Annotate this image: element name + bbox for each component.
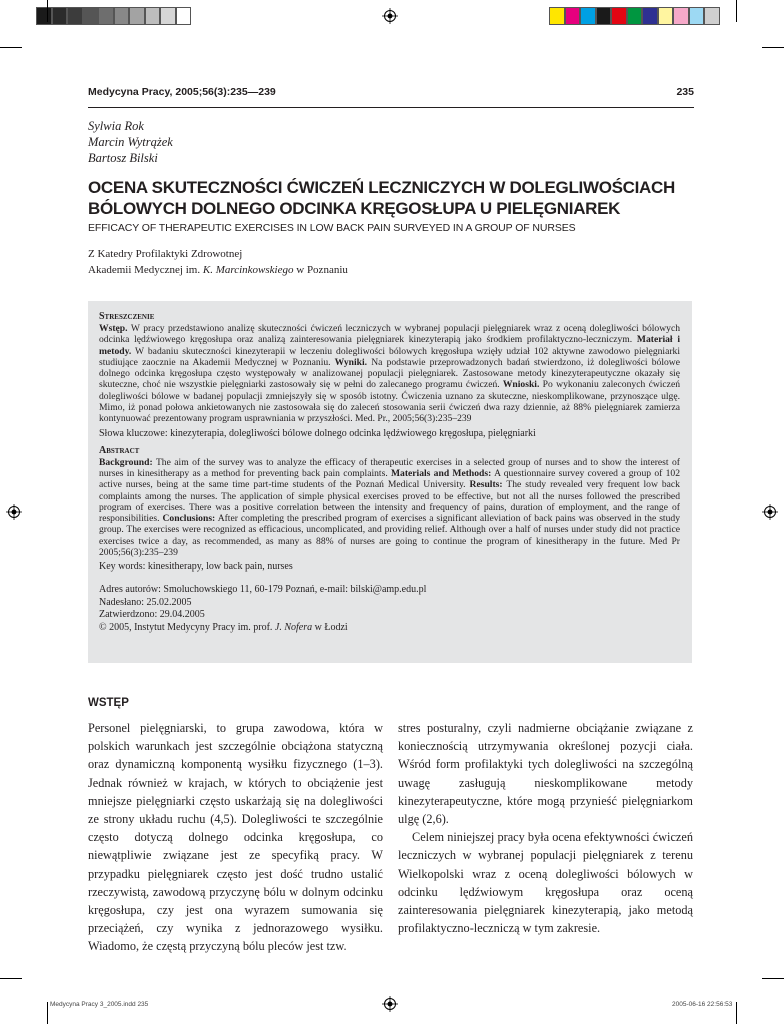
label-wstep: Wstęp. — [99, 323, 128, 334]
color-swatch — [627, 7, 643, 25]
body-paragraph: Celem niniejszej pracy była ocena efektywności ćwiczeń leczniczych w wybranej populacji pielęgniarek z terenu Wielkopolski wraz z oceną dolegliwości bólowych w odcinku lędźwiowym kręgosłupa oraz oceną zainteresowania pielęgniarek kinezyterapią, jako metodą profilaktyczno-leczniczą w tym zakresie. — [398, 830, 693, 936]
article-title-block — [88, 177, 698, 234]
registration-mark-top-icon — [382, 8, 398, 24]
color-swatch — [160, 7, 176, 25]
color-swatch — [83, 7, 99, 25]
affiliation-patron: K. Marcinkowskiego — [202, 264, 294, 276]
grayscale-swatch-strip — [36, 7, 191, 25]
affiliation-line: Z Katedry Profilaktyki Zdrowotnej — [88, 248, 243, 260]
color-swatch — [704, 7, 720, 25]
affiliation — [88, 246, 348, 278]
received-date: Nadesłano: 25.02.2005 — [99, 596, 192, 608]
affiliation-text: Akademii Medycznej im. — [88, 264, 203, 276]
header-divider — [88, 107, 694, 108]
color-swatch — [145, 7, 161, 25]
color-swatch — [580, 7, 596, 25]
streszczenie-text — [99, 323, 680, 425]
copyright-text: © 2005, Instytut Medycyny Pracy im. prof. — [99, 621, 275, 633]
abstract-box — [88, 301, 692, 663]
journal-citation: Medycyna Pracy, 2005;56(3):235—239 — [88, 86, 276, 98]
label-materials: Materials and Methods: — [387, 467, 492, 479]
text-conclusions: After completing the prescribed program of exercises a significant alleviation of back pains was observed in the study group. The exercises were recognized as efficacious, uncomplicated, and providing relief. Although over a half of nurses under study did not practice exercises twice a day, as recommended, as many as 88% of nurses are going to continue the program of kinesitherapy in the future. Med Pr 2005;56(3):235–239 — [99, 513, 680, 559]
label-wyniki: Wyniki. — [330, 356, 368, 368]
author-name: Bartosz Bilski — [88, 151, 158, 165]
body-column-right — [398, 719, 693, 937]
article-title-polish — [88, 177, 698, 219]
color-swatch — [129, 7, 145, 25]
affiliation-line — [88, 262, 348, 278]
color-swatch — [642, 7, 658, 25]
keywords-english: Key words: kinesitherapy, low back pain, nurses — [99, 561, 293, 573]
crop-mark — [47, 1002, 48, 1024]
color-swatch — [176, 7, 192, 25]
crop-mark — [736, 0, 737, 22]
copyright-line — [99, 622, 680, 635]
color-swatch — [549, 7, 565, 25]
article-title-english: EFFICACY OF THERAPEUTIC EXERCISES IN LOW BACK PAIN SURVEYED IN A GROUP OF NURSES — [88, 222, 576, 234]
keywords-polish: Słowa kluczowe: kinezyterapia, dolegliwości bólowe dolnego odcinka lędźwiowego kręgosłupa, pielęgniarki — [99, 427, 536, 439]
page-number: 235 — [676, 86, 694, 98]
copyright-patron: J. Nofera — [274, 621, 313, 633]
accepted-date: Zatwierdzono: 29.04.2005 — [99, 609, 205, 621]
crop-mark — [0, 978, 22, 979]
color-swatch — [596, 7, 612, 25]
color-swatch-strip — [549, 7, 720, 25]
running-header — [88, 86, 694, 102]
color-swatch — [689, 7, 705, 25]
streszczenie-heading: Streszczenie — [99, 311, 155, 322]
body-paragraph: Personel pielęgniarski, to grupa zawodowa, która w polskich warunkach jest szczególnie obciążona statyczną oraz dynamiczną komponentą wysiłku fizycznego (1–3). Jednak również w krajach, w których to obciążenie jest mniejsze pielęgniarki często uskarżają się na dolegliwości ze strony układu ruchu (4,5). Dolegliwości te szczególnie często dotyczą dolnego odcinka kręgosłupa, co niewątpliwie związane jest ze specyfiką pracy. W przypadku pielęgniarek często jest dość trudno ustalić rzeczywistą, zawodową przyczynę bólu w dolnym odcinku kręgosłupa, czy jest ona wyrazem sumowania się przeciążeń, czy wynika z jednorazowego wysiłku. Wiadomo, że częstą przyczyną bólu pleców jest tzw. — [88, 721, 383, 954]
label-background: Background: — [99, 456, 153, 468]
crop-mark — [762, 47, 784, 48]
crop-mark — [47, 0, 48, 22]
author-address: Adres autorów: Smoluchowskiego 11, 60-179 Poznań, e-mail: bilski@amp.edu.pl — [99, 584, 427, 596]
abstract-text — [99, 457, 680, 559]
label-conclusions: Conclusions: — [159, 513, 216, 525]
label-wnioski: Wnioski. — [499, 379, 540, 391]
text-wyniki: Na podstawie przeprowadzonych badań stwierdzono, iż dolegliwości bólowe dolnego odcinka kręgosłupa często występowały w analizowanej populacji pielęgniarek. Zastosowane metody kinezyterapeutyczne okazały się skuteczne, choć nie wszystkie pielęgniarki zastosowały się w pełni do zalecanego programu ćwiczeń. — [99, 356, 680, 391]
text-material: W badaniu skuteczności kinezyterapii w leczeniu dolegliwości bólowych kręgosłupa wzięły udział 102 aktywne zawodowo pielęgniarki studiujące zaocznie na Akademii Medycznej w Poznaniu. — [99, 345, 680, 368]
file-slug: Medycyna Pracy 3_2005.indd 235 — [50, 1001, 149, 1008]
title-line: OCENA SKUTECZNOŚCI ĆWICZEŃ LECZNICZYCH W DOLEGLIWOŚCIACH — [88, 178, 675, 197]
abstract-heading: Abstract — [99, 444, 140, 456]
crop-mark — [762, 978, 784, 979]
color-swatch — [52, 7, 68, 25]
color-swatch — [673, 7, 689, 25]
crop-mark — [736, 1002, 737, 1024]
crop-mark — [0, 47, 22, 48]
label-material: Materiał i metody. — [99, 334, 681, 357]
label-results: Results: — [465, 479, 503, 491]
author-list — [88, 118, 173, 166]
affiliation-text: w Poznaniu — [293, 264, 348, 276]
registration-mark-bottom-icon — [382, 996, 398, 1012]
color-swatch — [565, 7, 581, 25]
color-swatch — [611, 7, 627, 25]
text-background: The aim of the survey was to analyze the efficacy of therapeutic exercises in a selected group of nurses and to show the interest of nurses in kinesitherapy as a method for preventing back pain complaints. — [99, 456, 680, 479]
correspondence-info — [99, 584, 680, 634]
copyright-text: w Łodzi — [312, 621, 348, 633]
text-results: The study revealed very frequent low back complaints among the nurses. The application of simple physical exercises proved to be effective, but not all the nurses followed the prescribed program of exercises. There was a positive correlation between the intensity and frequency of pains, duration of employment, and the range of responsibilities. — [99, 479, 680, 525]
body-paragraph: stres posturalny, czyli nadmierne obciążanie związane z koniecznością utrzymywania określonej pozycji ciała. Wśród form profilaktyki tych dolegliwości na szczególną uwagę zasługują nieskomplikowane metody kinezyterapeutyczne, które mogą przynieść pielęgniarkom ulgę (2,6). — [398, 721, 693, 827]
registration-mark-right-icon — [762, 504, 778, 520]
text-materials: A questionnaire survey covered a group of 102 active nurses, being at the same time part-time students of the Poznań Medical University. — [99, 467, 680, 491]
color-swatch — [658, 7, 674, 25]
author-name: Marcin Wytrążek — [88, 135, 173, 149]
section-heading-intro: WSTĘP — [88, 697, 129, 709]
text-wstep: W pracy przedstawiono analizę skuteczności ćwiczeń leczniczych w wybranej populacji pielęgniarek wraz z oceną dolegliwości bólowych odcinka lędźwiowego kręgosłupa oraz analizą zainteresowania pielęgniarek kinezyterapią jako środkiem profilaktyczno-leczniczym. — [99, 323, 680, 346]
text-wnioski: Po wykonaniu zaleconych ćwiczeń dolegliwości bólowe w badanej populacji zmniejszyły się w sposób istotny. Ćwiczenia uznano za skuteczne, nieskomplikowane, przynoszące ulgę. Mimo, iż ponad połowa ankietowanych nie zastosowała się do zaleceń stosowania serii ćwiczeń dwa razy dziennie, aż 88% pielęgniarek zamierza kontynuować prezentowany program usprawniania w przyszłości. Med. Pr., 2005;56(3):235–239 — [99, 379, 680, 425]
title-line: BÓLOWYCH DOLNEGO ODCINKA KRĘGOSŁUPA U PIELĘGNIAREK — [88, 199, 621, 218]
body-column-left — [88, 719, 383, 956]
color-swatch — [67, 7, 83, 25]
color-swatch — [114, 7, 130, 25]
color-swatch — [36, 7, 52, 25]
author-name: Sylwia Rok — [88, 119, 144, 133]
registration-mark-left-icon — [6, 504, 22, 520]
file-timestamp: 2005-06-16 22:56:53 — [672, 1001, 733, 1008]
color-swatch — [98, 7, 114, 25]
